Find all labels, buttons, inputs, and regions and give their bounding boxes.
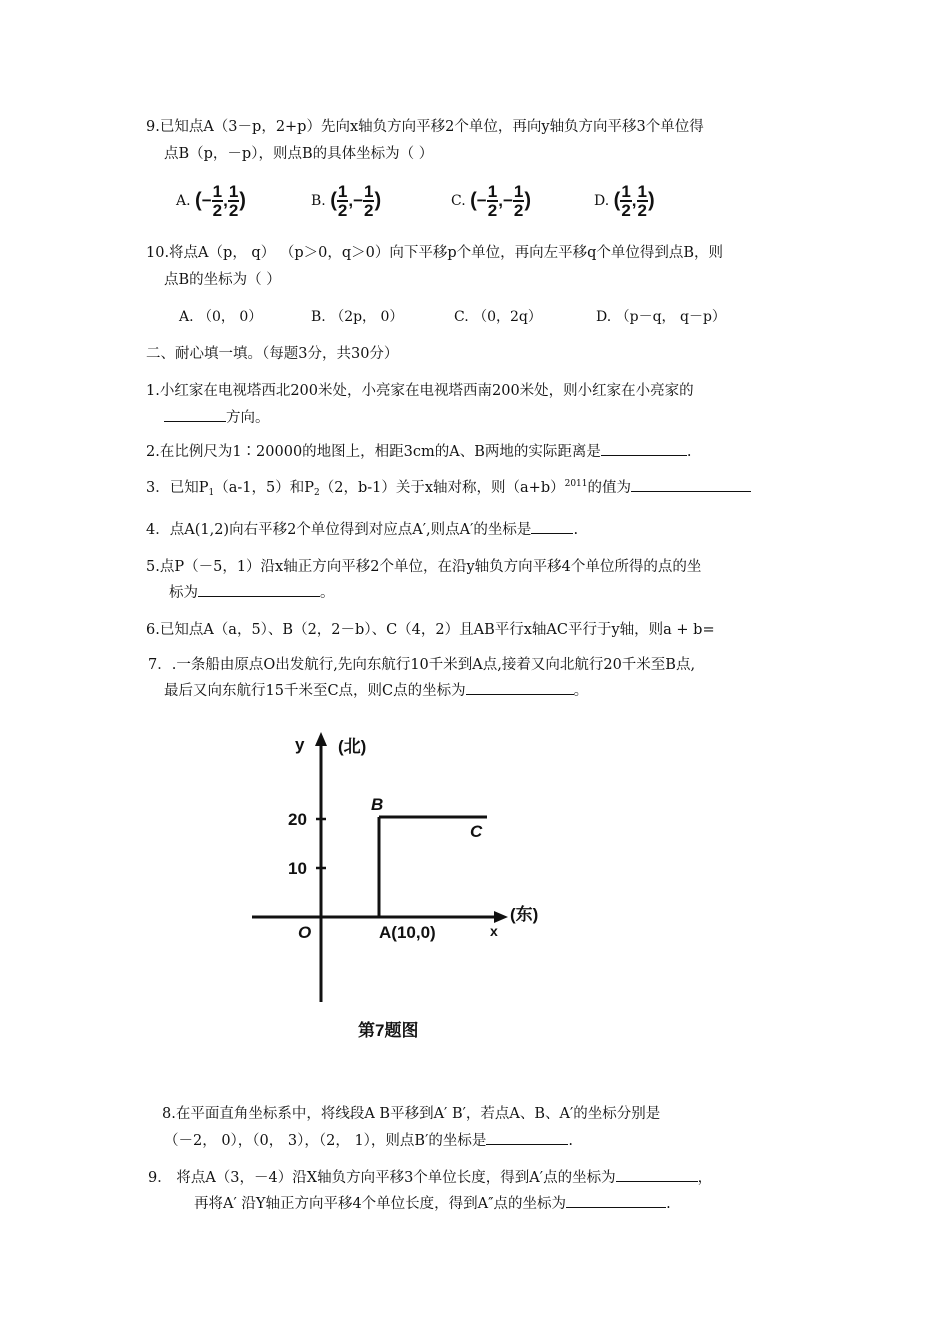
fill8-answer-blank[interactable] <box>486 1130 568 1145</box>
fill5-answer-blank[interactable] <box>198 582 320 597</box>
y-axis-arrow <box>315 732 327 746</box>
fill1-answer-blank[interactable] <box>164 407 226 422</box>
section2-heading: 二、耐心填一填。（每题3分，共30分） <box>146 346 399 362</box>
x-axis-label: x <box>490 923 498 939</box>
fill2-line: 2.在比例尺为1∶20000的地图上，相距3cm的A、B两地的实际距离是 . <box>146 441 692 462</box>
fill6-line: 6.已知点A（a，5）、B（2，2－b）、C（4，2）且AB平行x轴AC平行于y轴，则a + b= <box>146 622 715 638</box>
q9-option-c: C. (− $\frac{1}{2}$ ,− $\frac{1}{2}$ ) <box>451 182 532 220</box>
point-b-label: B <box>371 795 384 814</box>
point-c-label: C <box>470 822 483 841</box>
fill1-line1: 1.小红家在电视塔西北200米处，小亮家在电视塔西南200米处，则小红家在小亮家的 <box>146 383 694 399</box>
fill9-line2: 再将A′ 沿Y轴正方向平移4个单位长度，得到A″点的坐标为 . <box>194 1193 671 1214</box>
fill3-answer-blank[interactable] <box>631 477 751 492</box>
fill9-answer-blank-2[interactable] <box>566 1193 666 1208</box>
fill9-line1: 9． 将点A（3，－4）沿X轴负方向平移3个单位长度，得到A′点的坐标为 ， <box>148 1167 712 1188</box>
q10-option-b: B. （2p， 0） <box>311 309 404 325</box>
q7-figure <box>240 722 580 1052</box>
y-axis-label: y <box>295 735 305 754</box>
fill7-line2: 最后又向东航行15千米至C点，则C点的坐标为 。 <box>164 680 588 701</box>
fill7-line1: 7．.一条船由原点O出发航行,先向东航行10千米到A点,接着又向北航行20千米至B点, <box>148 657 696 673</box>
fill3-line: 3．已知$P_1(a-1$，5）和$P_2(2$，b-1）关于x轴对称，则$(a+b)^{2011}$的值为 <box>146 474 751 503</box>
fill8-line1: 8.在平面直角坐标系中，将线段A B平移到A′ B′，若点A、B、A′的坐标分别是 <box>162 1106 661 1122</box>
fill5-line2: 标为 。 <box>169 582 335 603</box>
fill2-answer-blank[interactable] <box>601 441 687 456</box>
north-label: (北) <box>338 737 367 756</box>
fill1-line2: 方向。 <box>164 407 270 428</box>
q9-option-a: A. (− $\frac{1}{2}$ , $\frac{1}{2}$ ) <box>176 182 246 220</box>
q9-line1: 9.已知点A（3－p，2+p）先向x轴负方向平移2个单位，再向y轴负方向平移3个单位得 <box>146 119 704 135</box>
fill5-line1: 5.点P（－5，1）沿x轴正方向平移2个单位，在沿y轴负方向平移4个单位所得的点的坐 <box>146 559 702 575</box>
q9-option-d: D. ( $\frac{1}{2}$ , $\frac{1}{2}$ ) <box>594 182 655 220</box>
east-label: (东) <box>510 905 539 924</box>
q10-option-d: D. （p－q， q－p） <box>596 309 726 325</box>
fill9-answer-blank-1[interactable] <box>616 1167 698 1182</box>
figure-caption: 第7题图 <box>358 1021 419 1040</box>
fill4-answer-blank[interactable] <box>531 519 573 534</box>
fill8-line2: （－2， 0），（0， 3），（2， 1），则点B′的坐标是 . <box>164 1130 573 1151</box>
fill4-line: 4．点A(1,2)向右平移2个单位得到对应点A′,则点A′的坐标是 . <box>146 519 578 540</box>
tick-20-label: 20 <box>288 810 307 829</box>
q9-line2: 点B（p，－p），则点B的具体坐标为（ ） <box>164 146 434 162</box>
fill7-answer-blank[interactable] <box>466 680 574 695</box>
x-axis-arrow <box>494 911 508 923</box>
origin-label: O <box>298 923 312 942</box>
q9-option-b: B. ( $\frac{1}{2}$ ,− $\frac{1}{2}$ ) <box>311 182 382 220</box>
q10-option-a: A. （0， 0） <box>179 309 263 325</box>
q10-option-c: C. （0，2q） <box>454 309 542 325</box>
point-a-label: A(10,0) <box>379 923 436 942</box>
q10-line1: 10.将点A（p， q） （p＞0，q＞0）向下平移p个单位，再向左平移q个单位得到点B，则 <box>146 245 724 261</box>
tick-10-label: 10 <box>288 859 307 878</box>
q10-line2: 点B的坐标为（ ） <box>164 272 281 288</box>
